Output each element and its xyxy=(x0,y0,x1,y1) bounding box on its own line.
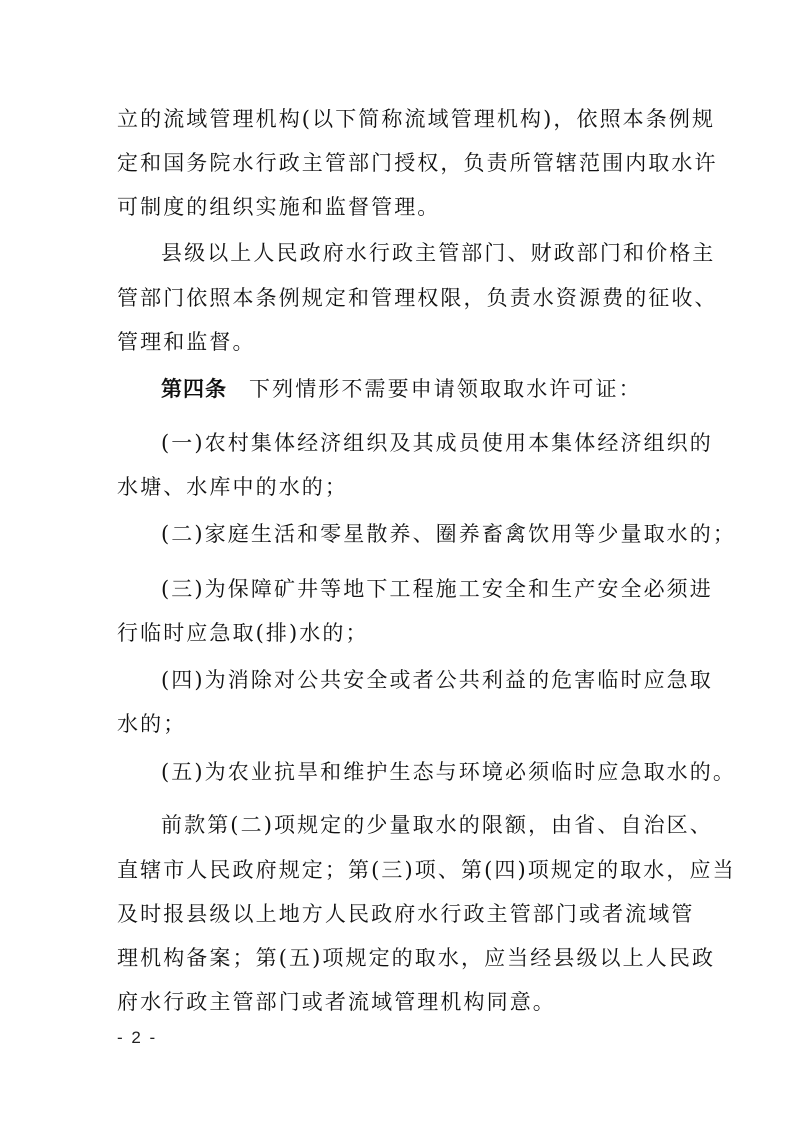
text-line: 可制度的组织实施和监督管理。 xyxy=(117,195,441,219)
text-line: 行临时应急取(排)水的； xyxy=(117,621,369,645)
article-label: 第四条 xyxy=(161,377,227,401)
text-line: 理机构备案；第(五)项规定的取水，应当经县级以上人民政 xyxy=(117,946,716,970)
article-text: 下列情形不需要申请领取取水许可证： xyxy=(249,377,642,401)
text-line: 水的； xyxy=(117,712,187,736)
paragraph-line: (五)为农业抗旱和维护生态与环境必须临时应急取水的。 xyxy=(161,760,736,784)
paragraph-line: (三)为保障矿井等地下工程施工安全和生产安全必须进 xyxy=(161,577,713,601)
article-line xyxy=(161,376,642,402)
paragraph-line: 前款第(二)项规定的少量取水的限额，由省、自治区、 xyxy=(161,813,713,837)
text-line: 府水行政主管部门或者流域管理机构同意。 xyxy=(117,990,556,1014)
text-line: 水塘、水库中的水的； xyxy=(117,475,348,499)
text-line: 定和国务院水行政主管部门授权，负责所管辖范围内取水许 xyxy=(117,151,718,175)
text-line: 管部门依照本条例规定和管理权限，负责水资源费的征收、 xyxy=(117,286,718,310)
paragraph-line: 县级以上人民政府水行政主管部门、财政部门和价格主 xyxy=(161,241,716,265)
paragraph-line: (二)家庭生活和零星散养、圈养畜禽饮用等少量取水的； xyxy=(161,522,736,546)
paragraph-line: (四)为消除对公共安全或者公共利益的危害临时应急取 xyxy=(161,668,713,692)
page-number: - 2 - xyxy=(117,1028,158,1047)
text-line: 及时报县级以上地方人民政府水行政主管部门或者流域管 xyxy=(117,902,695,926)
paragraph-line: (一)农村集体经济组织及其成员使用本集体经济组织的 xyxy=(161,431,713,455)
text-line: 直辖市人民政府规定；第(三)项、第(四)项规定的取水，应当 xyxy=(117,858,736,882)
text-line: 管理和监督。 xyxy=(117,330,256,354)
text-line: 立的流域管理机构(以下简称流域管理机构)，依照本条例规 xyxy=(117,107,716,131)
